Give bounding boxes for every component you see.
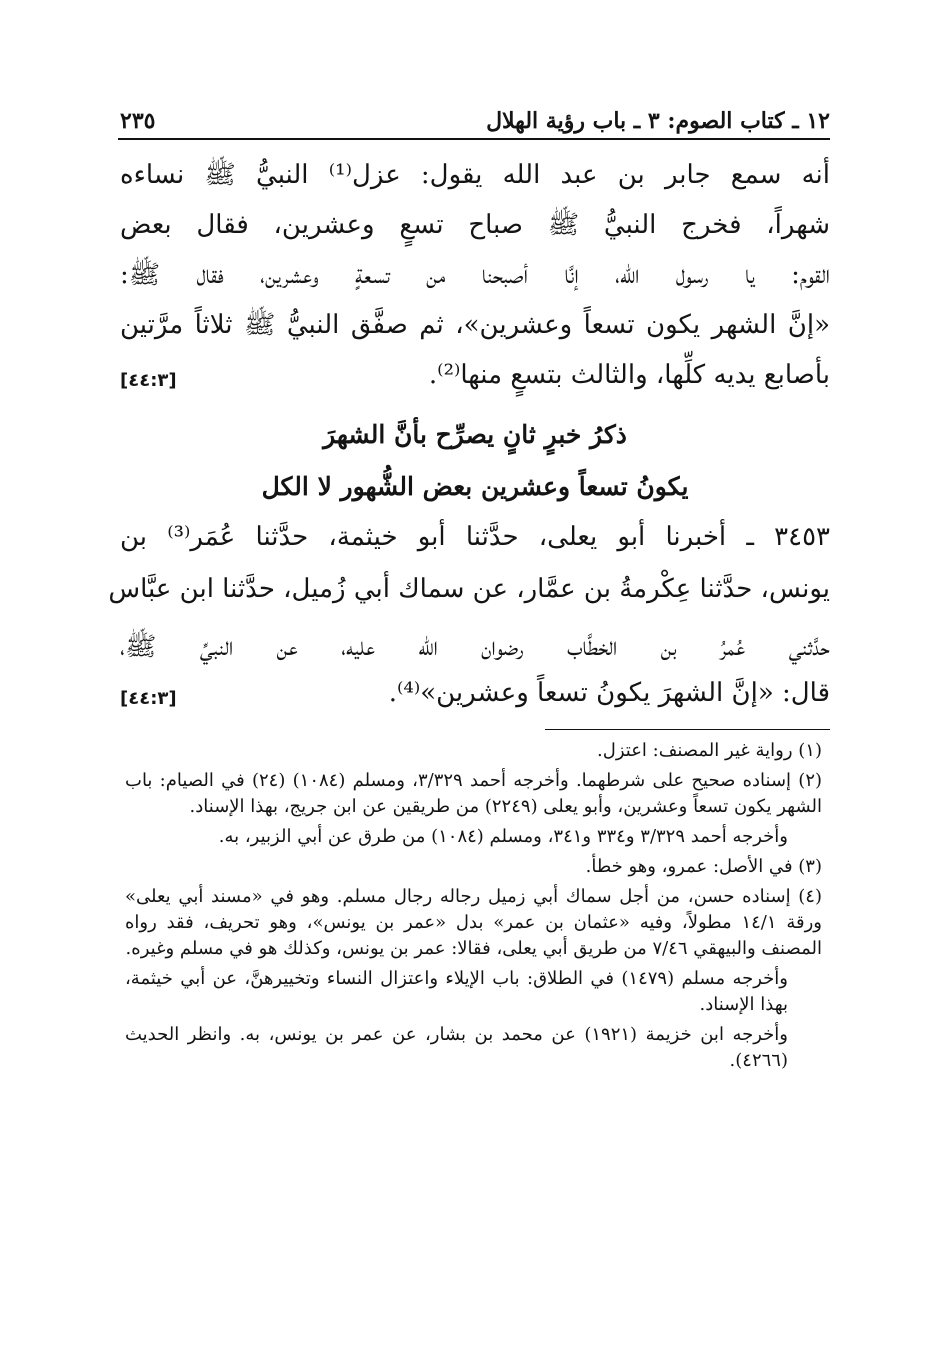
page-number: ٢٣٥ [120, 108, 156, 134]
source-reference: [٤٤:٣] [120, 370, 177, 391]
body-line: «إنَّ الشهر يكون تسعاً وعشرين»، ثم صفَّق النبيُّ ﷺ ثلاثاً مرَّتين [120, 310, 830, 340]
footnote: (٤) إسناده حسن، من أجل سماك أبي زميل رجاله رجال مسلم. وهو في «مسند أبي يعلى» ورقة ١٤/١ مطولاً، وفيه «عثمان بن عمر» بدل «عمر بن يونس»، وهو تحريف، فقد رواه المصنف والبيهقي ٧/٤٦ من طريق أبي يعلى، فقالا: عمر بن يونس، وكذلك هو في مسلم وغيره. [125, 886, 822, 959]
footnote: وأخرجه ابن خزيمة (١٩٢١) عن محمد بن بشار، عن عمر بن يونس، به. وانظر الحديث (٤٢٦٦). [125, 1024, 788, 1071]
footnote: (٢) إسناده صحيح على شرطهما. وأخرجه أحمد ٣/٣٢٩، ومسلم (١٠٨٤) (٢٤) في الصيام: باب الشهر يكون تسعاً وعشرين، وأبو يعلى (٢٢٤٩) من طريقين عن ابن جريج، بهذا الإسناد. [125, 770, 823, 817]
footnote: وأخرجه أحمد ٣/٣٢٩ و٣٣٤ و٣٤١، ومسلم (١٠٨٤) من طرق عن أبي الزبير، به. [218, 826, 788, 847]
footnote: (٣) في الأصل: عمرو، وهو خطأ. [585, 856, 822, 877]
header-rule [118, 138, 830, 140]
body-line: شهراً، فخرج النبيُّ ﷺ صباح تسعٍ وعشرين، فقال بعض [120, 210, 830, 240]
hadith-line: قال: «إنَّ الشهرَ يكونُ تسعاً وعشرين»⁽⁴⁾. [388, 678, 830, 708]
hadith-line: حدَّثني عُمرُ بن الخطَّاب رضوان الله عليه، عن النبيِّ ﷺ، [120, 632, 830, 662]
body-line: بأصابع يديه كلِّها، والثالث بتسعٍ منها⁽²⁾. [428, 360, 830, 390]
footnote-separator [545, 729, 830, 730]
running-header [120, 92, 830, 134]
hadith-line: يونس، حدَّثنا عِكْرمةُ بن عمَّار، عن سماك أبي زُميل، حدَّثنا ابن عبَّاس [108, 574, 830, 604]
footnotes [125, 738, 822, 1078]
footnote: وأخرجه مسلم (١٤٧٩) في الطلاق: باب الإيلاء واعتزال النساء وتخييرهنَّ، عن أبي خيثمة، بهذا الإسناد. [125, 968, 788, 1015]
header-title: ١٢ ـ كتاب الصوم: ٣ ـ باب رؤية الهلال [486, 108, 830, 134]
source-reference: [٤٤:٣] [120, 688, 177, 709]
hadith-line: ٣٤٥٣ ـ أخبرنا أبو يعلى، حدَّثنا أبو خيثمة، حدَّثنا عُمَر⁽³⁾ بن [120, 522, 830, 552]
body-line: أنه سمع جابر بن عبد الله يقول: عزل⁽¹⁾ النبيُّ ﷺ نساءه [120, 160, 831, 190]
section-heading: ذكرُ خبرٍ ثانٍ يصرِّح بأنَّ الشهرَ [323, 420, 627, 449]
body-line: القوم: يا رسول الله، إنَّا أصبحنا من تسعةٍ وعشرين، فقال ﷺ: [120, 260, 830, 290]
footnote: (١) رواية غير المصنف: اعتزل. [597, 740, 822, 761]
section-heading: يكونُ تسعاً وعشرين بعض الشُّهور لا الكل [261, 472, 689, 501]
